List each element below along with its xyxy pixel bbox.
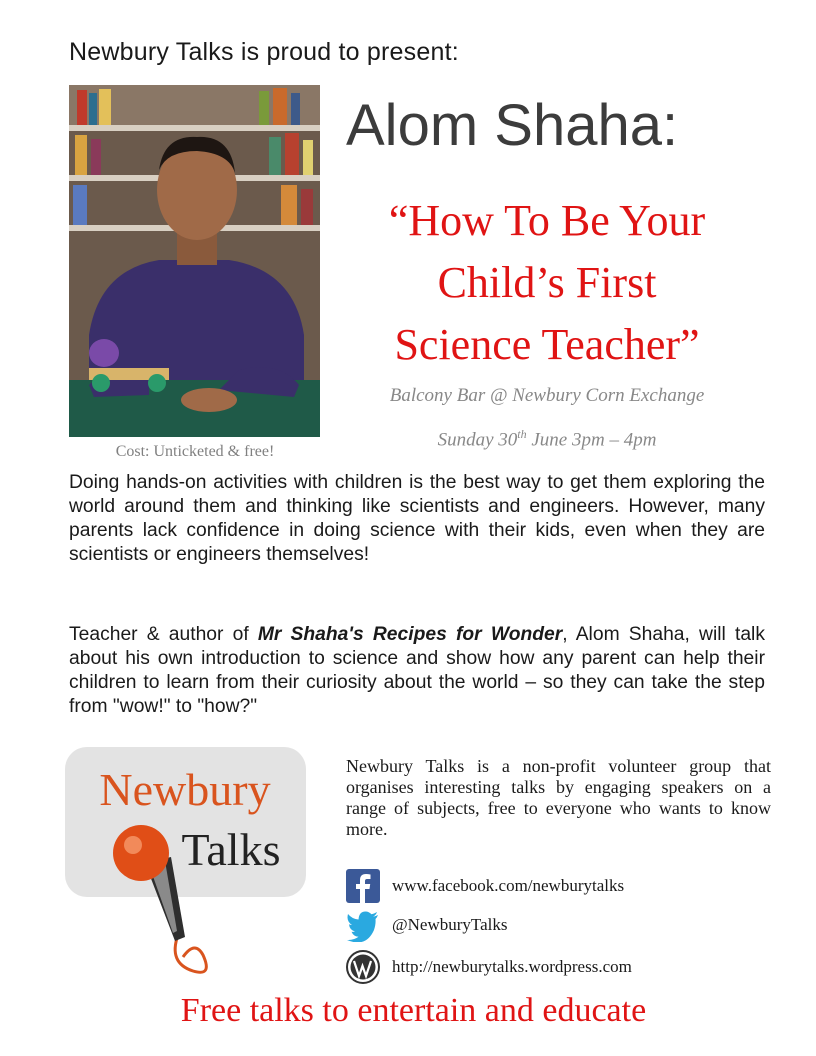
twitter-icon bbox=[346, 908, 380, 942]
author-paragraph-lead: Teacher & author of bbox=[69, 624, 258, 645]
twitter-handle-link[interactable]: @NewburyTalks bbox=[392, 915, 508, 934]
social-twitter[interactable] bbox=[346, 908, 508, 942]
speaker-photo bbox=[69, 85, 320, 437]
talk-title-line: Child’s First bbox=[437, 258, 657, 307]
talk-title bbox=[322, 190, 772, 376]
venue-text: Balcony Bar @ Newbury Corn Exchange bbox=[389, 385, 705, 406]
microphone-logo-icon bbox=[63, 745, 308, 977]
speaker-portrait-image bbox=[69, 85, 320, 437]
speaker-name: Alom Shaha: bbox=[346, 93, 679, 158]
wordpress-blog-link[interactable]: http://newburytalks.wordpress.com bbox=[392, 957, 632, 976]
description-paragraph: Doing hands-on activities with children is the best way to get them exploring the world around them and thinking like scientists and engineers. However, many parents lack confidence in doing science with their kids, even when they are scientists or engineers themselves! bbox=[69, 472, 765, 565]
cost-note: Cost: Unticketed & free! bbox=[115, 443, 275, 460]
social-facebook[interactable] bbox=[346, 869, 624, 903]
date-text bbox=[322, 427, 772, 451]
talk-title-line: Science Teacher” bbox=[394, 320, 700, 369]
date-time: June 3pm – 4pm bbox=[526, 429, 657, 451]
author-paragraph bbox=[69, 623, 765, 719]
wordpress-icon bbox=[346, 950, 380, 984]
facebook-link[interactable]: www.facebook.com/newburytalks bbox=[392, 876, 625, 895]
logo-word-talks: Talks bbox=[181, 824, 281, 875]
author-paragraph-rest: , Alom Shaha, will talk about his own introduction to science and show how any parent can help their children to learn from their curiosity about the world – so they can take the step from "wow!" to "how?" bbox=[69, 624, 765, 717]
logo-word-newbury: Newbury bbox=[99, 764, 271, 815]
talk-title-line: “How To Be Your bbox=[388, 196, 706, 245]
intro-heading: Newbury Talks is proud to present: bbox=[69, 38, 459, 66]
about-newbury-talks: Newbury Talks is a non-profit volunteer group that organises interesting talks by engaging speakers on a range of subjects, free to everyone who wants to know more. bbox=[346, 756, 771, 839]
newbury-talks-logo bbox=[63, 745, 308, 977]
facebook-icon bbox=[346, 869, 380, 903]
date-day: Sunday 30 bbox=[437, 429, 518, 451]
tagline: Free talks to entertain and educate bbox=[180, 992, 647, 1029]
book-title: Mr Shaha's Recipes for Wonder bbox=[257, 624, 563, 645]
date-ordinal-suffix: th bbox=[517, 427, 527, 441]
social-wordpress[interactable] bbox=[346, 950, 632, 984]
